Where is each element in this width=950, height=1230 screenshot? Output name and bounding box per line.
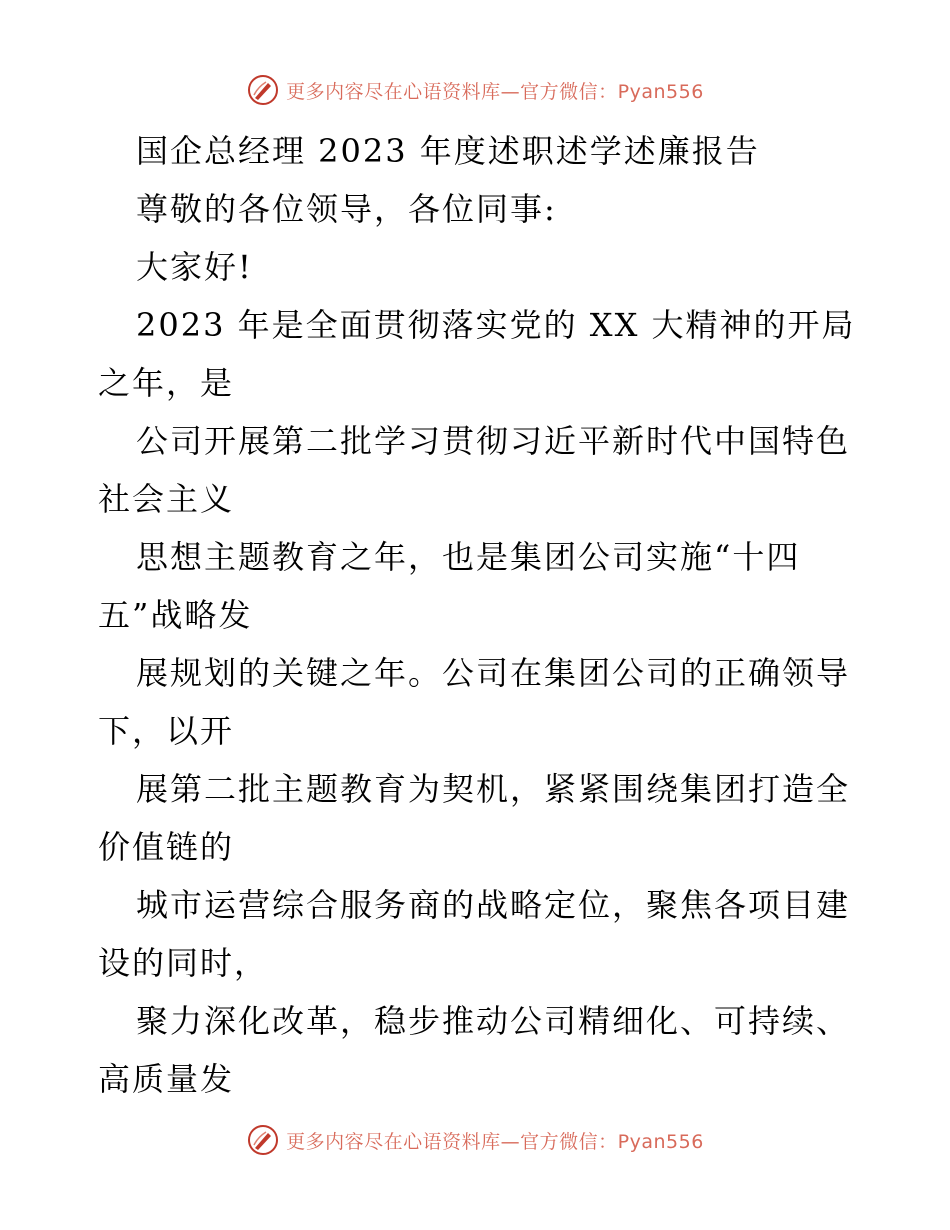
body-line: 价值链的: [98, 828, 235, 866]
body-line: 社会主义: [98, 480, 235, 518]
body-line: 之年，是: [98, 364, 235, 402]
body-line: 思想主题教育之年，也是集团公司实施“十四: [136, 538, 801, 576]
footer-watermark: [0, 1120, 950, 1160]
body-line: 高质量发: [98, 1060, 235, 1098]
document-title: 国企总经理 2023 年度述职述学述廉报告: [136, 132, 760, 170]
body-line: 展规划的关键之年。公司在集团公司的正确领导: [136, 654, 851, 692]
body-line: 下，以开: [98, 712, 235, 750]
watermark-text: 更多内容尽在心语资料库—官方微信：Pyan556: [286, 80, 704, 103]
document-body: [98, 122, 868, 1108]
header-watermark: [0, 70, 950, 110]
body-line: 五”战略发: [98, 596, 253, 634]
body-line: 公司开展第二批学习贯彻习近平新时代中国特色: [136, 422, 851, 460]
body-line: 城市运营综合服务商的战略定位，聚焦各项目建: [136, 886, 851, 924]
body-line: 设的同时，: [98, 944, 269, 982]
pen-logo-icon: [246, 1123, 280, 1157]
body-line: 聚力深化改革，稳步推动公司精细化、可持续、: [136, 1002, 851, 1040]
greeting: 大家好!: [136, 248, 253, 286]
salutation: 尊敬的各位领导，各位同事:: [136, 190, 557, 228]
pen-logo-icon: [246, 73, 280, 107]
body-line: 2023 年是全面贯彻落实党的 XX 大精神的开局: [136, 306, 856, 344]
body-line: 展第二批主题教育为契机，紧紧围绕集团打造全: [136, 770, 851, 808]
watermark-text: 更多内容尽在心语资料库—官方微信：Pyan556: [286, 1130, 704, 1153]
